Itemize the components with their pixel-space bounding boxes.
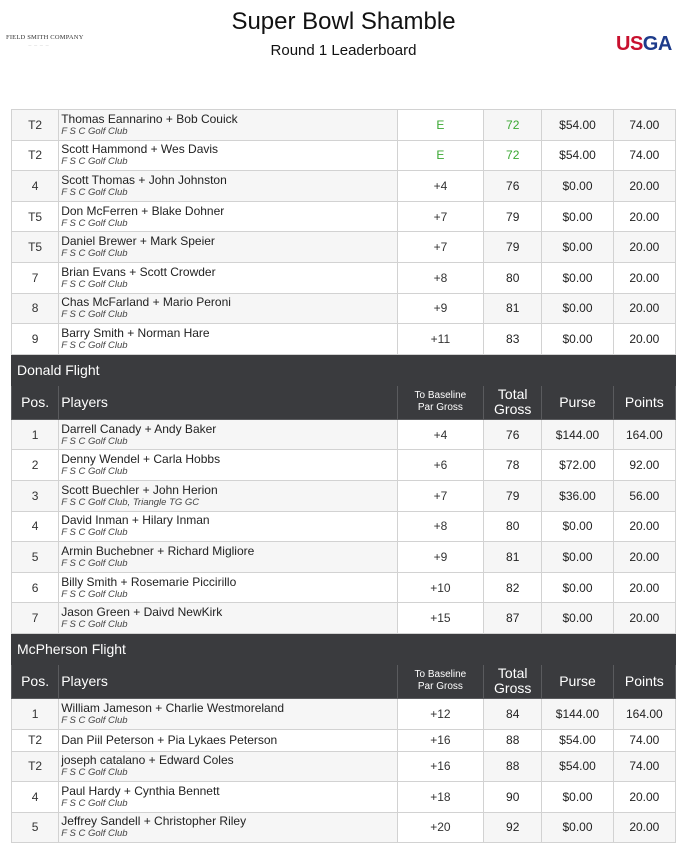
col-baseline-header[interactable] [397, 385, 483, 419]
to-baseline-cell: +10 [397, 572, 483, 603]
total-gross-cell: 81 [484, 542, 542, 573]
total-gross-cell: 72 [484, 110, 542, 141]
table-row [12, 201, 676, 232]
table-row [12, 511, 676, 542]
players-cell [59, 729, 398, 751]
player-names[interactable]: Jeffrey Sandell + Christopher Riley [61, 814, 247, 829]
field-smith-logo-text: FIELD SMITH COMPANY [6, 34, 84, 41]
col-baseline-line1: To Baseline [414, 390, 467, 402]
col-points-header[interactable]: Points [613, 664, 675, 698]
player-names[interactable]: Thomas Eannarino + Bob Couick [61, 111, 238, 126]
purse-cell: $54.00 [542, 751, 613, 782]
to-baseline-cell: +11 [397, 324, 483, 355]
table-row [12, 232, 676, 263]
total-gross-cell: 82 [484, 572, 542, 603]
purse-cell: $54.00 [542, 729, 613, 751]
player-names[interactable]: Scott Hammond + Wes Davis [61, 142, 219, 157]
players-cell [59, 572, 398, 603]
players-cell [59, 511, 398, 542]
total-gross-cell: 79 [484, 201, 542, 232]
usga-logo [616, 33, 672, 56]
position-cell: 2 [12, 450, 59, 481]
players-cell [59, 782, 398, 813]
position-cell: 6 [12, 572, 59, 603]
to-baseline-cell: +4 [397, 171, 483, 202]
col-players-header[interactable]: Players [59, 385, 398, 419]
player-names[interactable]: David Inman + Hilary Inman [61, 513, 210, 528]
purse-cell: $0.00 [542, 232, 613, 263]
player-club: F S C Golf Club [61, 619, 128, 631]
total-gross-cell: 92 [484, 812, 542, 843]
position-cell: T5 [12, 201, 59, 232]
col-gross-line2: Gross [494, 401, 532, 418]
col-points-header[interactable]: Points [613, 385, 675, 419]
column-header-row [12, 664, 676, 698]
total-gross-cell: 72 [484, 140, 542, 171]
position-cell: T2 [12, 751, 59, 782]
table-row [12, 419, 676, 450]
table-row [12, 542, 676, 573]
col-gross-line2: Gross [494, 680, 532, 697]
position-cell: 5 [12, 542, 59, 573]
to-baseline-cell: E [397, 140, 483, 171]
col-baseline-header[interactable] [397, 664, 483, 698]
col-gross-line1: Total [497, 386, 528, 403]
player-names[interactable]: Daniel Brewer + Mark Speier [61, 234, 215, 249]
player-names[interactable]: Brian Evans + Scott Crowder [61, 264, 216, 279]
col-gross-header[interactable] [484, 664, 542, 698]
purse-cell: $0.00 [542, 511, 613, 542]
player-club: F S C Golf Club [61, 435, 128, 447]
position-cell: 7 [12, 262, 59, 293]
player-names[interactable]: Darrell Canady + Andy Baker [61, 421, 217, 436]
table-row [12, 171, 676, 202]
players-cell [59, 698, 398, 729]
position-cell: 7 [12, 603, 59, 634]
player-names[interactable]: Scott Thomas + John Johnston [61, 172, 227, 187]
position-cell: T5 [12, 232, 59, 263]
table-row [12, 572, 676, 603]
player-club: F S C Golf Club [61, 125, 128, 137]
points-cell: 20.00 [613, 324, 675, 355]
player-club: F S C Golf Club [61, 767, 128, 779]
player-names[interactable]: Barry Smith + Norman Hare [61, 325, 210, 340]
flight-name: McPherson Flight [12, 633, 676, 664]
purse-cell: $0.00 [542, 201, 613, 232]
purse-cell: $0.00 [542, 293, 613, 324]
col-players-header[interactable]: Players [59, 664, 398, 698]
player-names[interactable]: joseph catalano + Edward Coles [61, 753, 234, 768]
points-cell: 20.00 [613, 511, 675, 542]
player-names[interactable]: Billy Smith + Rosemarie Piccirillo [61, 574, 237, 589]
purse-cell: $0.00 [542, 542, 613, 573]
total-gross-cell: 79 [484, 232, 542, 263]
player-club: F S C Golf Club [61, 714, 128, 726]
position-cell: 5 [12, 812, 59, 843]
field-smith-logo-subtext: — — — — [28, 43, 50, 47]
player-club: F S C Golf Club [61, 828, 128, 840]
table-row [12, 324, 676, 355]
col-gross-header[interactable] [484, 385, 542, 419]
table-row [12, 480, 676, 511]
player-club: F S C Golf Club [61, 278, 128, 290]
player-club: F S C Golf Club [61, 186, 128, 198]
total-gross-cell: 90 [484, 782, 542, 813]
col-baseline-line2: Par Gross [417, 402, 463, 414]
total-gross-cell: 76 [484, 171, 542, 202]
points-cell: 164.00 [613, 698, 675, 729]
points-cell: 20.00 [613, 572, 675, 603]
table-row [12, 698, 676, 729]
table-row [12, 812, 676, 843]
players-cell [59, 201, 398, 232]
points-cell: 20.00 [613, 542, 675, 573]
table-row [12, 262, 676, 293]
player-names[interactable]: Chas McFarland + Mario Peroni [61, 295, 231, 310]
table-row [12, 450, 676, 481]
col-baseline-line2: Par Gross [417, 681, 463, 693]
player-names[interactable]: Don McFerren + Blake Dohner [61, 203, 225, 218]
player-club: F S C Golf Club [61, 588, 128, 600]
purse-cell: $144.00 [542, 698, 613, 729]
points-cell: 20.00 [613, 201, 675, 232]
total-gross-cell: 76 [484, 419, 542, 450]
position-cell: 3 [12, 480, 59, 511]
purse-cell: $0.00 [542, 171, 613, 202]
col-gross-line1: Total [497, 665, 528, 682]
to-baseline-cell: +7 [397, 480, 483, 511]
player-club: F S C Golf Club [61, 339, 128, 351]
player-names[interactable]: Dan Piil Peterson + Pia Lykaes Peterson [61, 732, 278, 747]
player-club: F S C Golf Club [61, 527, 128, 539]
total-gross-cell: 79 [484, 480, 542, 511]
points-cell: 20.00 [613, 262, 675, 293]
table-row [12, 140, 676, 171]
players-cell [59, 480, 398, 511]
players-cell [59, 171, 398, 202]
purse-cell: $0.00 [542, 262, 613, 293]
player-names[interactable]: Paul Hardy + Cynthia Bennett [61, 783, 220, 798]
page-header [0, 0, 687, 108]
to-baseline-cell: +16 [397, 729, 483, 751]
usga-logo-ga: GA [642, 33, 672, 55]
col-pos-header[interactable]: Pos. [12, 385, 59, 419]
players-cell [59, 293, 398, 324]
player-club: F S C Golf Club [61, 156, 128, 168]
points-cell: 74.00 [613, 110, 675, 141]
to-baseline-cell: E [397, 110, 483, 141]
points-cell: 74.00 [613, 140, 675, 171]
total-gross-cell: 87 [484, 603, 542, 634]
purse-cell: $54.00 [542, 140, 613, 171]
total-gross-cell: 88 [484, 729, 542, 751]
to-baseline-cell: +9 [397, 293, 483, 324]
position-cell: 1 [12, 698, 59, 729]
points-cell: 74.00 [613, 729, 675, 751]
player-names[interactable]: William Jameson + Charlie Westmoreland [61, 700, 285, 715]
player-club: F S C Golf Club [61, 557, 128, 569]
table-row [12, 782, 676, 813]
player-club: F S C Golf Club [61, 797, 128, 809]
col-purse-header[interactable]: Purse [542, 385, 613, 419]
points-cell: 20.00 [613, 782, 675, 813]
player-club: F S C Golf Club [61, 309, 128, 321]
to-baseline-cell: +8 [397, 262, 483, 293]
purse-cell: $0.00 [542, 782, 613, 813]
total-gross-cell: 78 [484, 450, 542, 481]
points-cell: 74.00 [613, 751, 675, 782]
players-cell [59, 232, 398, 263]
purse-cell: $72.00 [542, 450, 613, 481]
position-cell: 4 [12, 511, 59, 542]
col-baseline-line1: To Baseline [414, 669, 467, 681]
table-row [12, 293, 676, 324]
column-header-row [12, 385, 676, 419]
players-cell [59, 751, 398, 782]
position-cell: T2 [12, 140, 59, 171]
total-gross-cell: 88 [484, 751, 542, 782]
to-baseline-cell: +9 [397, 542, 483, 573]
players-cell [59, 603, 398, 634]
to-baseline-cell: +18 [397, 782, 483, 813]
players-cell [59, 262, 398, 293]
to-baseline-cell: +15 [397, 603, 483, 634]
position-cell: 8 [12, 293, 59, 324]
to-baseline-cell: +4 [397, 419, 483, 450]
players-cell [59, 110, 398, 141]
points-cell: 20.00 [613, 603, 675, 634]
flight-header [12, 633, 676, 664]
player-club: F S C Golf Club [61, 248, 128, 260]
points-cell: 20.00 [613, 171, 675, 202]
purse-cell: $54.00 [542, 110, 613, 141]
position-cell: 4 [12, 782, 59, 813]
position-cell: T2 [12, 729, 59, 751]
player-names[interactable]: Denny Wendel + Carla Hobbs [61, 452, 221, 467]
position-cell: 1 [12, 419, 59, 450]
players-cell [59, 450, 398, 481]
points-cell: 20.00 [613, 293, 675, 324]
total-gross-cell: 84 [484, 698, 542, 729]
points-cell: 56.00 [613, 480, 675, 511]
to-baseline-cell: +20 [397, 812, 483, 843]
players-cell [59, 542, 398, 573]
flight-header [12, 354, 676, 385]
to-baseline-cell: +7 [397, 201, 483, 232]
points-cell: 92.00 [613, 450, 675, 481]
table-row [12, 110, 676, 141]
player-names[interactable]: Jason Green + Daivd NewKirk [61, 605, 223, 620]
col-purse-header[interactable]: Purse [542, 664, 613, 698]
to-baseline-cell: +16 [397, 751, 483, 782]
purse-cell: $36.00 [542, 480, 613, 511]
leaderboard-table [11, 109, 676, 843]
purse-cell: $0.00 [542, 572, 613, 603]
usga-logo-us: US [616, 33, 643, 55]
purse-cell: $0.00 [542, 812, 613, 843]
page-subtitle: Round 1 Leaderboard [270, 42, 417, 59]
player-club: F S C Golf Club [61, 217, 128, 229]
to-baseline-cell: +8 [397, 511, 483, 542]
players-cell [59, 419, 398, 450]
page-title: Super Bowl Shamble [231, 8, 456, 35]
flight-name: Donald Flight [12, 354, 676, 385]
table-row [12, 603, 676, 634]
players-cell [59, 140, 398, 171]
position-cell: 4 [12, 171, 59, 202]
players-cell [59, 324, 398, 355]
table-row [12, 751, 676, 782]
to-baseline-cell: +12 [397, 698, 483, 729]
points-cell: 20.00 [613, 812, 675, 843]
player-names[interactable]: Scott Buechler + John Herion [61, 482, 218, 497]
total-gross-cell: 80 [484, 262, 542, 293]
total-gross-cell: 81 [484, 293, 542, 324]
table-row [12, 729, 676, 751]
player-names[interactable]: Armin Buchebner + Richard Migliore [61, 543, 255, 558]
purse-cell: $0.00 [542, 324, 613, 355]
points-cell: 20.00 [613, 232, 675, 263]
to-baseline-cell: +7 [397, 232, 483, 263]
total-gross-cell: 83 [484, 324, 542, 355]
col-pos-header[interactable]: Pos. [12, 664, 59, 698]
purse-cell: $0.00 [542, 603, 613, 634]
purse-cell: $144.00 [542, 419, 613, 450]
position-cell: 9 [12, 324, 59, 355]
player-club: F S C Golf Club, Triangle TG GC [61, 496, 200, 508]
to-baseline-cell: +6 [397, 450, 483, 481]
position-cell: T2 [12, 110, 59, 141]
points-cell: 164.00 [613, 419, 675, 450]
player-club: F S C Golf Club [61, 466, 128, 478]
total-gross-cell: 80 [484, 511, 542, 542]
players-cell [59, 812, 398, 843]
